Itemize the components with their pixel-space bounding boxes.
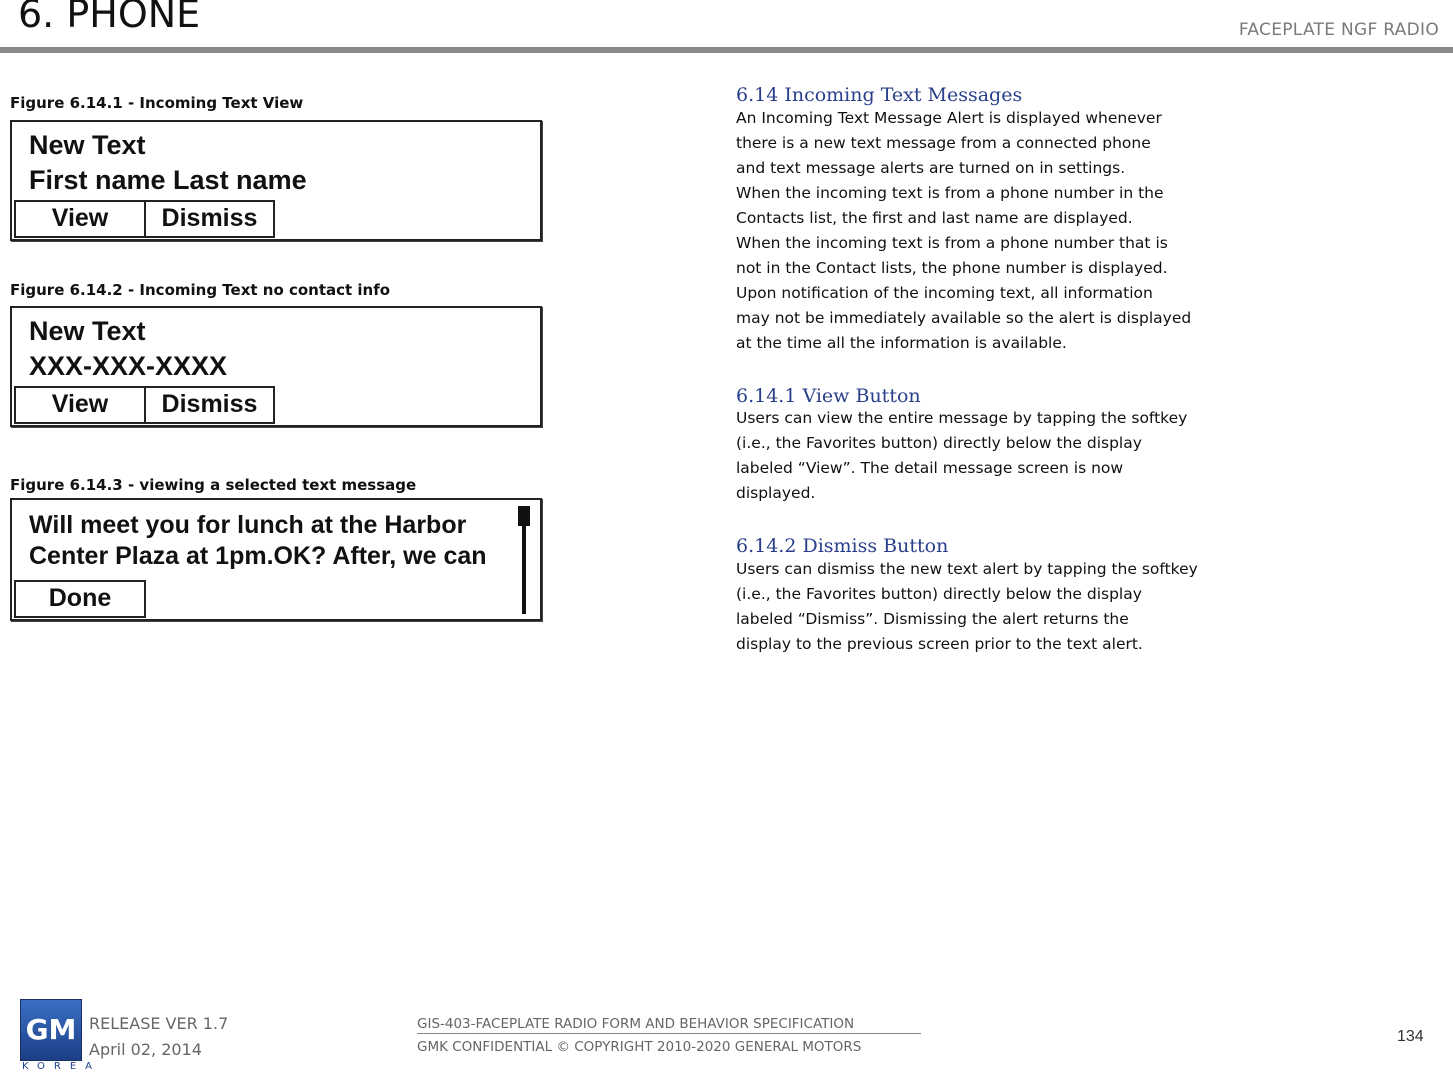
display-line-1: New Text xyxy=(29,316,146,346)
text-line: displayed. xyxy=(736,484,816,502)
text-line: display to the previous screen prior to the text alert. xyxy=(736,635,1143,653)
document-name: FACEPLATE NGF RADIO xyxy=(1238,20,1439,40)
spec-info xyxy=(417,1013,861,1059)
text-line: Users can view the entire message by tapping the softkey xyxy=(736,409,1188,427)
text-line: not in the Contact lists, the phone number is displayed. xyxy=(736,259,1168,277)
korea-wordmark: KOREA xyxy=(22,1061,101,1072)
display-line-2: XXX-XXX-XXXX xyxy=(29,351,228,381)
text-line: Users can dismiss the new text alert by tapping the softkey xyxy=(736,560,1198,578)
release-date: April 02, 2014 xyxy=(89,1040,202,1059)
text-line: may not be immediately available so the alert is displayed xyxy=(736,309,1192,327)
paragraph-view-button xyxy=(736,406,1187,506)
dismiss-softkey[interactable]: Dismiss xyxy=(144,200,275,238)
dismiss-softkey[interactable]: Dismiss xyxy=(144,386,275,424)
paragraph-incoming-text xyxy=(736,106,1191,356)
text-line: When the incoming text is from a phone number in the xyxy=(736,184,1164,202)
text-line: and text message alerts are turned on in settings. xyxy=(736,159,1126,177)
done-softkey[interactable]: Done xyxy=(14,580,146,618)
heading-incoming-text-messages: 6.14 Incoming Text Messages xyxy=(736,84,1023,106)
display-line-1: New Text xyxy=(29,130,146,160)
release-version: RELEASE VER 1.7 xyxy=(89,1014,229,1033)
text-line: labeled “View”. The detail message screen is now xyxy=(736,459,1124,477)
scrollbar-thumb[interactable] xyxy=(518,506,530,526)
text-line: labeled “Dismiss”. Dismissing the alert returns the xyxy=(736,610,1129,628)
text-line: When the incoming text is from a phone number that is xyxy=(736,234,1168,252)
message-line-1: Will meet you for lunch at the Harbor xyxy=(29,511,467,539)
heading-dismiss-button: 6.14.2 Dismiss Button xyxy=(736,535,949,557)
release-info xyxy=(89,1011,228,1063)
paragraph-dismiss-button xyxy=(736,557,1198,657)
header-rule xyxy=(0,47,1453,53)
gm-logo: GM xyxy=(20,999,82,1061)
view-softkey[interactable]: View xyxy=(14,200,146,238)
text-line: Contacts list, the first and last name are displayed. xyxy=(736,209,1133,227)
spec-title: GIS-403-FACEPLATE RADIO FORM AND BEHAVIOR SPECIFICATION xyxy=(417,1016,855,1032)
text-line: at the time all the information is available. xyxy=(736,334,1067,352)
display-incoming-text-view xyxy=(10,120,542,241)
confidential-notice: GMK CONFIDENTIAL © COPYRIGHT 2010-2020 GENERAL MOTORS xyxy=(417,1039,862,1055)
display-text-message-detail xyxy=(10,498,542,621)
heading-view-button: 6.14.1 View Button xyxy=(736,385,921,407)
text-line: there is a new text message from a connected phone xyxy=(736,134,1151,152)
text-line: Upon notification of the incoming text, all information xyxy=(736,284,1153,302)
text-line: An Incoming Text Message Alert is displayed whenever xyxy=(736,109,1162,127)
display-incoming-text-no-contact xyxy=(10,306,542,427)
footer-rule xyxy=(417,1033,921,1034)
text-line: (i.e., the Favorites button) directly below the display xyxy=(736,434,1142,452)
display-line-2: First name Last name xyxy=(29,165,307,195)
message-line-2: Center Plaza at 1pm.OK? After, we can xyxy=(29,542,487,570)
page-number: 134 xyxy=(1397,1028,1424,1045)
view-softkey[interactable]: View xyxy=(14,386,146,424)
figure-caption-1: Figure 6.14.1 - Incoming Text View xyxy=(10,94,304,112)
figure-caption-2: Figure 6.14.2 - Incoming Text no contact info xyxy=(10,281,391,299)
figure-caption-3: Figure 6.14.3 - viewing a selected text message xyxy=(10,476,417,494)
section-title: 6. PHONE xyxy=(18,0,201,36)
text-line: (i.e., the Favorites button) directly below the display xyxy=(736,585,1142,603)
